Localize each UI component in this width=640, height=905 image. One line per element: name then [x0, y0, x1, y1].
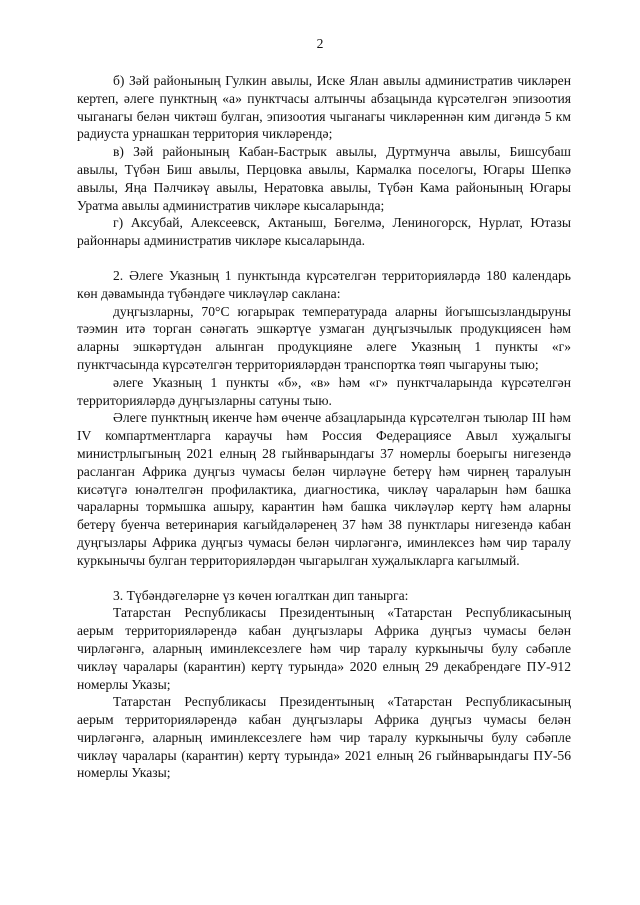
- paragraph-gap: [77, 250, 571, 267]
- paragraph-item-b: б) Зәй районының Гулкин авылы, Иске Ялан авылы административ чикләрен кертеп, әлеге пунктның «а» пунктчасы алтынчы абзацында күрсәтелгән эпизоотия чыганагы белән чиктәш булган, эпизоотия чыганагы чикләреннән ким дигәндә 5 км радиуста урнашкан территория чикләрендә;: [77, 73, 571, 142]
- paragraph-point-3: 3. Түбәндәгеләрне үз көчен югалткан дип танырга:: [113, 587, 409, 603]
- page-number: 2: [316, 36, 324, 51]
- paragraph-exemption: Әлеге пунктның икенче һәм өченче абзацларында күрсәтелгән тыюлар III һәм IV компартментларга караучы һәм Россия Федерациясе Авыл хуҗалыгы министрлыгының 2021 елның 28 гыйнварындагы 37 номерлы боерыгы нигезендә расланган Африка дуңгыз чумасы белән чирләүне бетерү һәм чирнең таралуын кисәтүгә юнәлтелгән профилактика, диагностика, чикләү чараларын һәм башка чараларны тормышка ашыру, карантин һәм башка чикләүләр кертү һәм аларны бетерү буенча ветеринария кагыйдәләренең 37 һәм 38 пунктлары нигезендә кабан дуңгызлары Африка дуңгыз чумасы белән чирләгәнгә, иминлексез һәм чир таралу куркынычы булган территорияләрдән чыгарылган хуҗалыкларга кагылмый.: [77, 410, 571, 568]
- paragraph-point-2: 2. Әлеге Указның 1 пунктында күрсәтелгән территорияләрдә 180 календарь көн дәвамында түбәндәге чикләүләр саклана:: [77, 267, 571, 301]
- document-body: [77, 72, 571, 782]
- paragraph-decree-pu-912: Татарстан Республикасы Президентының «Татарстан Республикасының аерым территорияләрендә кабан дуңгызлары Африка дуңгыз чумасы белән чирләгәнгә, аларның иминлексезлеге һәм чир таралу куркынычы булу сәбәпле чикләү чаралары (карантин) кертү турында» 2020 елның 29 декабрендәге ПУ-912 номерлы Указы;: [77, 605, 571, 692]
- paragraph-decree-pu-56: Татарстан Республикасы Президентының «Татарстан Республикасының аерым территорияләрендә кабан дуңгызлары Африка дуңгыз чумасы белән чирләгәнгә, аларның иминлексезлеге һәм чир таралу куркынычы булу сәбәпле чикләү чаралары (карантин) кертү турында» 2021 елның 26 гыйнварындагы ПУ-56 номерлы Указы;: [77, 694, 571, 781]
- paragraph-restriction-sale: әлеге Указның 1 пункты «б», «в» һәм «г» пунктчаларында күрсәтелгән территорияләрдә дуңгызларны сатуны тыю.: [77, 374, 571, 408]
- paragraph-restriction-transport: дуңгызларны, 70°С югарырак температурада аларны йогышсызландыруны тәэмин итә торган сәнәгать эшкәртүе узмаган дуңгызчылык продукциясен һәм аларны эшкәртүдән алынган продукцияне әлеге Указның 1 пункты «г» пунктчасында күрсәтелгән территорияләрдән транспортка төяп чыгаруны тыю;: [77, 303, 571, 372]
- paragraph-gap: [77, 570, 571, 587]
- paragraph-item-v: в) Зәй районының Кабан-Бастрык авылы, Дуртмунча авылы, Бишсубаш авылы, Түбән Биш авылы, Перцовка авылы, Кармалка поселогы, Югары Шепкә авылы, Яңа Пәлчикәү авылы, Нератовка авылы, Түбән Кама районының Югары Уратма авылы административ чикләре кысаларында;: [77, 144, 571, 213]
- paragraph-item-g: г) Аксубай, Алексеевск, Актаныш, Бөгелмә, Лениногорск, Нурлат, Ютазы районнары административ чикләре кысаларында.: [77, 215, 571, 249]
